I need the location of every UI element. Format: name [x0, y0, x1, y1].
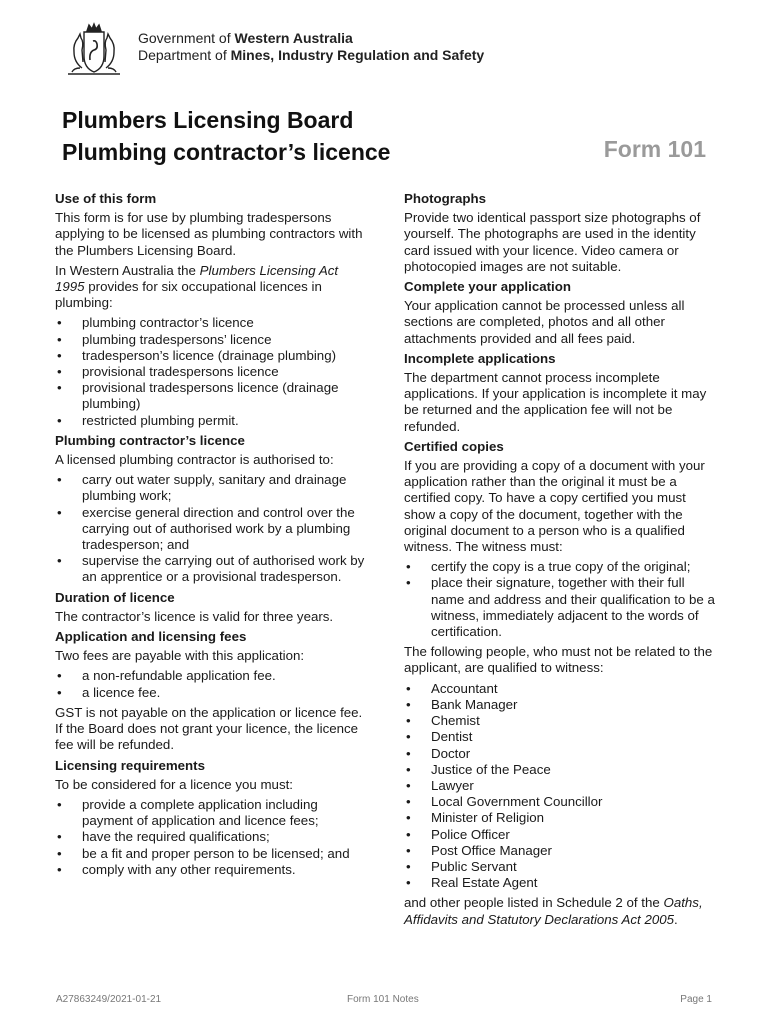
list-item: • be a fit and proper person to be licensed; and: [55, 846, 365, 862]
list-item: • Local Government Councillor: [404, 794, 716, 810]
licence-list: [55, 315, 365, 428]
list-item: • Minister of Religion: [404, 810, 716, 826]
list-item: • plumbing tradespersons’ licence: [55, 332, 365, 348]
list-item: • exercise general direction and control over the carrying out of authorised work by a plumbing tradesperson; and: [55, 505, 365, 554]
government-line: Government of Western Australia: [138, 30, 353, 46]
list-item: • Post Office Manager: [404, 843, 716, 859]
department-line: Department of Mines, Industry Regulation and Safety: [138, 47, 485, 63]
list-item: • have the required qualifications;: [55, 829, 365, 845]
schedule-text: and other people listed in Schedule 2 of the Oaths, Affidavits and Statutory Declarations Act 2005.: [404, 895, 703, 927]
list-item: • provisional tradespersons licence (drainage plumbing): [55, 380, 365, 412]
list-item: • Chemist: [404, 713, 716, 729]
list-item: • restricted plumbing permit.: [55, 413, 365, 429]
duration-text: The contractor’s licence is valid for three years.: [55, 608, 334, 624]
fees-heading: Application and licensing fees: [55, 629, 247, 645]
list-item: • Police Officer: [404, 827, 716, 843]
list-item: • supervise the carrying out of authorised work by an apprentice or a provisional tradesperson.: [55, 553, 365, 585]
use-of-form-heading: Use of this form: [55, 191, 157, 206]
use-of-form-text: This form is for use by plumbing tradespersons applying to be licensed as plumbing contractors with the Plumbers Licensing Board.: [55, 210, 363, 258]
requirements-list: [55, 797, 365, 878]
list-item: • provisional tradespersons licence: [55, 364, 365, 380]
list-item: • Real Estate Agent: [404, 875, 716, 891]
list-item: • carry out water supply, sanitary and drainage plumbing work;: [55, 472, 365, 504]
requirements-text: To be considered for a licence you must:: [55, 776, 293, 792]
duration-heading: Duration of licence: [55, 589, 175, 605]
left-column: [55, 191, 365, 882]
qualified-witness-text: The following people, who must not be related to the applicant, are qualified to witness:: [404, 644, 713, 676]
list-item: • a licence fee.: [55, 685, 365, 701]
photographs-heading: Photographs: [404, 191, 486, 206]
government-header: [138, 30, 484, 64]
list-item: • Bank Manager: [404, 697, 716, 713]
form-number: Form 101: [603, 136, 706, 162]
gst-text: GST is not payable on the application or licence fee. If the Board does not grant your licence, the licence fee will be refunded.: [55, 704, 363, 753]
fees-list: [55, 668, 365, 700]
fees-text: Two fees are payable with this application:: [55, 648, 305, 664]
list-item: • comply with any other requirements.: [55, 862, 365, 878]
incomplete-applications-text: The department cannot process incomplete applications. If your application is incomplete it may be returned and the application fee will not be refunded.: [404, 370, 707, 434]
right-column: [404, 191, 716, 932]
title-board: Plumbers Licensing Board: [62, 107, 354, 133]
act-paragraph: In Western Australia the Plumbers Licensing Act 1995 provides for six occupational licences in plumbing:: [55, 262, 339, 311]
footer-document-name: Form 101 Notes: [347, 994, 419, 1005]
list-item: • Public Servant: [404, 859, 716, 875]
list-item: • Dentist: [404, 729, 716, 745]
list-item: • provide a complete application including payment of application and licence fees;: [55, 797, 365, 829]
list-item: • Doctor: [404, 746, 716, 762]
contractor-licence-text: A licensed plumbing contractor is authorised to:: [55, 452, 334, 468]
contractor-licence-heading: Plumbing contractor’s licence: [55, 432, 245, 448]
certified-copies-text: If you are providing a copy of a document with your application rather than the original it must be a certified copy. To have a copy certified you must show a copy of the document, together with the original document to a person who is a qualified witness. The witness must:: [404, 458, 705, 555]
authorised-list: [55, 472, 365, 585]
complete-application-heading: Complete your application: [404, 279, 571, 295]
list-item: • certify the copy is a true copy of the original;: [404, 559, 716, 575]
complete-application-text: Your application cannot be processed unless all sections are completed, photos and all other attachments provided and all fees paid.: [404, 298, 685, 346]
list-item: • a non-refundable application fee.: [55, 668, 365, 684]
requirements-heading: Licensing requirements: [55, 757, 205, 773]
list-item: • Lawyer: [404, 778, 716, 794]
list-item: • Accountant: [404, 681, 716, 697]
list-item: • Justice of the Peace: [404, 762, 716, 778]
footer-document-id: A27863249/2021-01-21: [56, 994, 162, 1005]
witness-list: [404, 681, 716, 892]
witness-duties-list: [404, 559, 716, 640]
footer-page-number: Page 1: [680, 994, 712, 1005]
wa-government-crest-logo: [60, 22, 128, 78]
photographs-text: Provide two identical passport size photographs of yourself. The photographs are used in the identity card issued with your licence. Video camera or photocopied images are not suitable.: [404, 210, 701, 274]
list-item: • tradesperson’s licence (drainage plumbing): [55, 348, 365, 364]
list-item: • plumbing contractor’s licence: [55, 315, 365, 331]
document-title: [62, 104, 390, 168]
list-item: • place their signature, together with their full name and address and their qualification to be a witness, immediately adjacent to the words of certification.: [404, 575, 716, 640]
incomplete-applications-heading: Incomplete applications: [404, 350, 556, 366]
certified-copies-heading: Certified copies: [404, 438, 504, 454]
title-licence: Plumbing contractor’s licence: [62, 139, 391, 165]
